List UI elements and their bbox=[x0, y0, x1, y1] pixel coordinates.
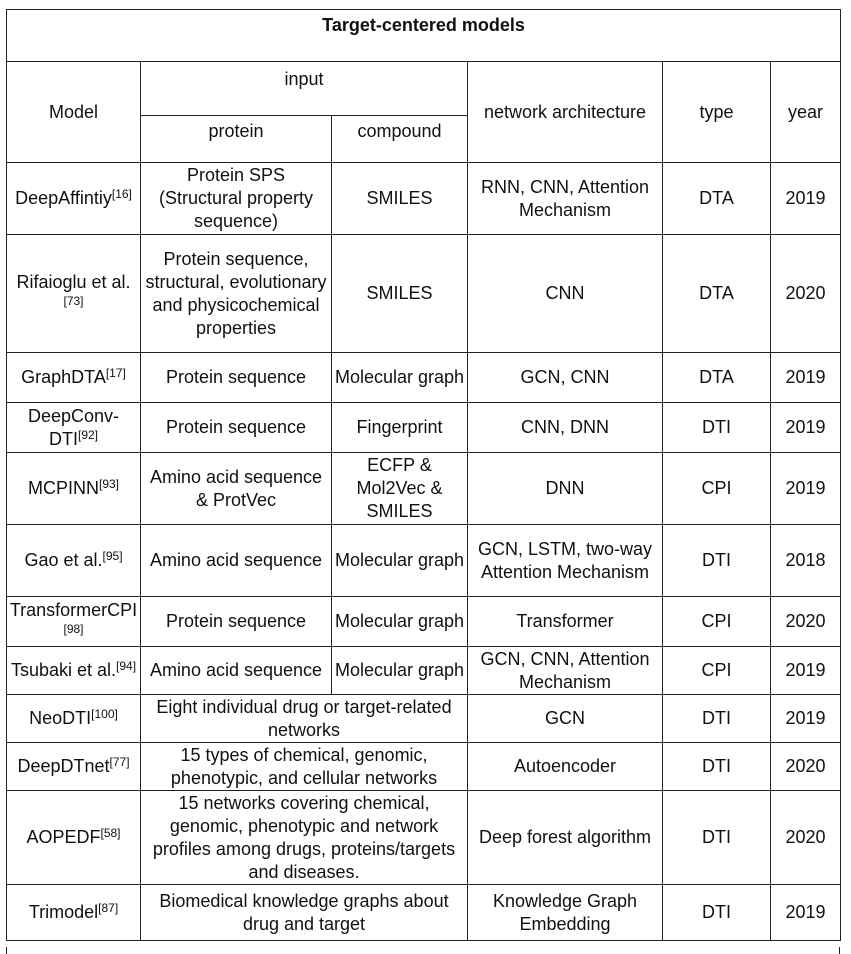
reference-number: [94] bbox=[116, 659, 137, 673]
type-cell: DTA bbox=[663, 235, 771, 353]
type-cell: DTA bbox=[663, 163, 771, 235]
type-cell: DTI bbox=[663, 525, 771, 597]
model-cell: Gao et al.[95] bbox=[7, 525, 141, 597]
architecture-cell: GCN, CNN bbox=[468, 353, 663, 403]
architecture-cell: CNN, DNN bbox=[468, 403, 663, 453]
architecture-cell: CNN bbox=[468, 235, 663, 353]
table-row bbox=[7, 235, 841, 353]
architecture-cell: GCN, LSTM, two-way Attention Mechanism bbox=[468, 525, 663, 597]
input-cell: Biomedical knowledge graphs about drug and target bbox=[141, 885, 468, 941]
table-row bbox=[7, 403, 841, 453]
year-cell: 2019 bbox=[771, 403, 841, 453]
type-cell: DTA bbox=[663, 353, 771, 403]
header-year: year bbox=[771, 62, 841, 163]
reference-number: [58] bbox=[100, 826, 121, 840]
year-cell: 2019 bbox=[771, 163, 841, 235]
model-cell: DeepAffintiy[16] bbox=[7, 163, 141, 235]
table-row bbox=[7, 453, 841, 525]
compound-cell: SMILES bbox=[332, 235, 468, 353]
type-cell: DTI bbox=[663, 403, 771, 453]
reference-number: [93] bbox=[98, 477, 119, 491]
table-row bbox=[7, 743, 841, 791]
table-continuation bbox=[6, 947, 840, 954]
model-cell: Tsubaki et al.[94] bbox=[7, 647, 141, 695]
year-cell: 2019 bbox=[771, 695, 841, 743]
input-cell: 15 networks covering chemical, genomic, phenotypic and network profiles among drugs, proteins/targets and diseases. bbox=[141, 791, 468, 885]
year-cell: 2020 bbox=[771, 791, 841, 885]
reference-number: [73] bbox=[63, 293, 84, 308]
table-row bbox=[7, 791, 841, 885]
compound-cell: SMILES bbox=[332, 163, 468, 235]
table-row bbox=[7, 885, 841, 941]
compound-cell: Molecular graph bbox=[332, 525, 468, 597]
reference-number: [95] bbox=[102, 549, 123, 563]
protein-cell: Protein sequence bbox=[141, 403, 332, 453]
year-cell: 2020 bbox=[771, 743, 841, 791]
protein-cell: Protein SPS (Structural property sequence) bbox=[141, 163, 332, 235]
compound-cell: ECFP & Mol2Vec & SMILES bbox=[332, 453, 468, 525]
model-cell: Trimodel[87] bbox=[7, 885, 141, 941]
protein-cell: Amino acid sequence bbox=[141, 525, 332, 597]
type-cell: DTI bbox=[663, 743, 771, 791]
reference-number: [77] bbox=[109, 755, 130, 769]
type-cell: DTI bbox=[663, 791, 771, 885]
model-cell: AOPEDF[58] bbox=[7, 791, 141, 885]
table-row bbox=[7, 353, 841, 403]
protein-cell: Amino acid sequence & ProtVec bbox=[141, 453, 332, 525]
compound-cell: Fingerprint bbox=[332, 403, 468, 453]
architecture-cell: Knowledge Graph Embedding bbox=[468, 885, 663, 941]
table-title: Target-centered models bbox=[7, 10, 841, 62]
reference-number: [100] bbox=[91, 707, 118, 721]
header-input: input bbox=[141, 62, 468, 116]
model-cell: MCPINN[93] bbox=[7, 453, 141, 525]
model-cell: Rifaioglu et al.[73] bbox=[7, 235, 141, 353]
architecture-cell: GCN bbox=[468, 695, 663, 743]
input-cell: 15 types of chemical, genomic, phenotypic, and cellular networks bbox=[141, 743, 468, 791]
type-cell: DTI bbox=[663, 885, 771, 941]
year-cell: 2018 bbox=[771, 525, 841, 597]
model-cell: DeepConv-DTI[92] bbox=[7, 403, 141, 453]
reference-number: [98] bbox=[63, 621, 84, 636]
table-body bbox=[7, 163, 841, 941]
year-cell: 2019 bbox=[771, 353, 841, 403]
reference-number: [92] bbox=[77, 427, 98, 442]
compound-cell: Molecular graph bbox=[332, 353, 468, 403]
type-cell: DTI bbox=[663, 695, 771, 743]
compound-cell: Molecular graph bbox=[332, 647, 468, 695]
reference-number: [17] bbox=[105, 366, 126, 380]
reference-number: [16] bbox=[111, 187, 132, 201]
table-row bbox=[7, 163, 841, 235]
year-cell: 2020 bbox=[771, 597, 841, 647]
year-cell: 2019 bbox=[771, 647, 841, 695]
model-cell: GraphDTA[17] bbox=[7, 353, 141, 403]
model-cell: TransformerCPI[98] bbox=[7, 597, 141, 647]
protein-cell: Amino acid sequence bbox=[141, 647, 332, 695]
type-cell: CPI bbox=[663, 597, 771, 647]
protein-cell: Protein sequence bbox=[141, 353, 332, 403]
table-row bbox=[7, 525, 841, 597]
compound-cell: Molecular graph bbox=[332, 597, 468, 647]
architecture-cell: DNN bbox=[468, 453, 663, 525]
table-row bbox=[7, 647, 841, 695]
header-type: type bbox=[663, 62, 771, 163]
architecture-cell: RNN, CNN, Attention Mechanism bbox=[468, 163, 663, 235]
protein-cell: Protein sequence bbox=[141, 597, 332, 647]
table-row bbox=[7, 695, 841, 743]
type-cell: CPI bbox=[663, 647, 771, 695]
architecture-cell: Autoencoder bbox=[468, 743, 663, 791]
year-cell: 2020 bbox=[771, 235, 841, 353]
type-cell: CPI bbox=[663, 453, 771, 525]
protein-cell: Protein sequence, structural, evolutionary and physicochemical properties bbox=[141, 235, 332, 353]
input-cell: Eight individual drug or target-related networks bbox=[141, 695, 468, 743]
reference-number: [87] bbox=[98, 901, 119, 915]
year-cell: 2019 bbox=[771, 885, 841, 941]
model-cell: NeoDTI[100] bbox=[7, 695, 141, 743]
header-protein: protein bbox=[141, 116, 332, 163]
models-table bbox=[6, 9, 841, 941]
header-compound: compound bbox=[332, 116, 468, 163]
table-row bbox=[7, 597, 841, 647]
architecture-cell: Transformer bbox=[468, 597, 663, 647]
year-cell: 2019 bbox=[771, 453, 841, 525]
architecture-cell: GCN, CNN, Attention Mechanism bbox=[468, 647, 663, 695]
model-cell: DeepDTnet[77] bbox=[7, 743, 141, 791]
header-model: Model bbox=[7, 62, 141, 163]
architecture-cell: Deep forest algorithm bbox=[468, 791, 663, 885]
header-architecture: network architecture bbox=[468, 62, 663, 163]
